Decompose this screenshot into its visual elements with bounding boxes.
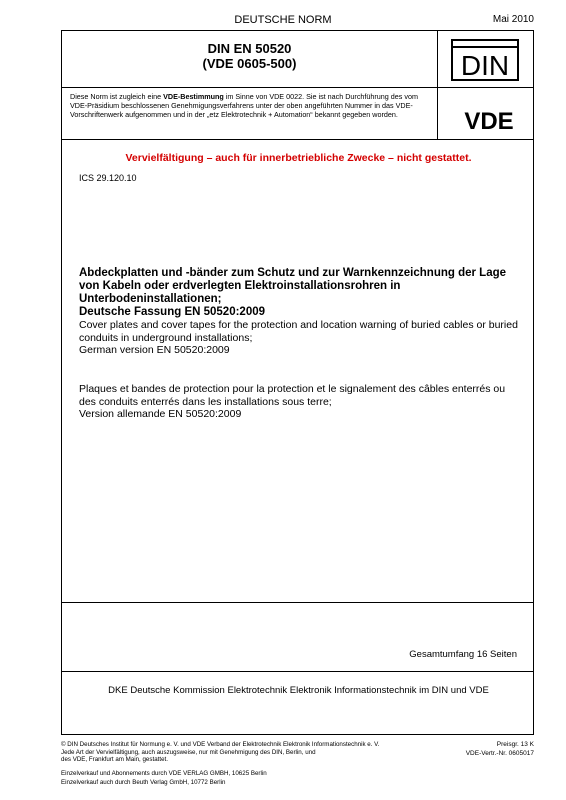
standard-number-line2: (VDE 0605-500) (202, 56, 297, 71)
divider-logo-column (437, 31, 438, 139)
vde-logo-text: VDE (464, 108, 514, 132)
copyright-line: © DIN Deutsches Institut für Normung e. V. und VDE Verband der Elektrotechnik Elektronik Informationstechnik e. V. (61, 741, 380, 748)
sales-info (61, 770, 267, 787)
ics-code: ICS 29.120.10 (79, 173, 137, 183)
notice-text-2: im Sinne von VDE 0022. Sie ist nach Durchführung des vom VDE-Präsidium beschlossenen Genehmigungsverfahrens unter der oben angeführten Nummer in das VDE-Vorschriftenwerk aufgenommen und in der „etz Elektrotechnik + Automation“ bekannt gegeben worden. (70, 92, 418, 119)
divider-dke (62, 671, 533, 672)
title-de-line: Unterbodeninstallationen; (79, 293, 222, 305)
title-de-line: Deutsche Fassung EN 50520:2009 (79, 306, 266, 318)
title-fr-line: Version allemande EN 50520:2009 (79, 408, 242, 420)
dke-commission: DKE Deutsche Kommission Elektrotechnik Elektronik Informationstechnik im DIN und VDE (108, 685, 489, 696)
vde-logo (453, 108, 525, 132)
divider-top (62, 87, 533, 88)
title-en-line: German version EN 50520:2009 (79, 344, 230, 356)
document-type-header: DEUTSCHE NORM (234, 14, 332, 26)
standard-number-line1: DIN EN 50520 (207, 41, 292, 56)
din-logo-text: DIN (460, 50, 510, 81)
divider-pages (62, 602, 533, 603)
price-group: Preisgr. 13 K (496, 741, 534, 748)
notice-text-1: Diese Norm ist zugleich eine (70, 92, 164, 101)
divider-notice (62, 139, 533, 140)
copyright-line: des VDE, Frankfurt am Main, gestattet. (61, 756, 168, 763)
title-de-line: Abdeckplatten und -bänder zum Schutz und zur Warnkennzeichnung der Lage (79, 267, 507, 279)
title-english (79, 319, 529, 357)
sales-line: Einzelverkauf auch durch Beuth Verlag GmbH, 10772 Berlin (61, 778, 226, 786)
sales-line: Einzelverkauf und Abonnements durch VDE VERLAG GMBH, 10625 Berlin (61, 770, 267, 777)
publication-date: Mai 2010 (492, 14, 534, 25)
title-en-line: conduits in underground installations; (79, 331, 253, 344)
copy-warning: Vervielfältigung – auch für innerbetriebliche Zwecke – nicht gestattet. (125, 152, 472, 164)
vde-notice (70, 92, 430, 119)
order-number: VDE-Vertr.-Nr. 0605017 (465, 749, 534, 757)
title-german (79, 267, 529, 319)
total-pages: Gesamtumfang 16 Seiten (409, 649, 517, 660)
title-french (79, 383, 529, 421)
standard-number (62, 41, 437, 71)
copyright-notice (61, 741, 421, 764)
cover-frame (61, 30, 534, 735)
notice-bold: VDE-Bestimmung (163, 92, 224, 101)
title-fr-line: des conduits enterrés dans les installations sous terre; (79, 395, 332, 408)
title-fr-line: Plaques et bandes de protection pour la protection et le signalement des câbles enterrés ou (79, 383, 506, 395)
copyright-line: Jede Art der Vervielfältigung, auch auszugsweise, nur mit Genehmigung des DIN, Berlin, und (61, 748, 316, 756)
title-de-line: von Kabeln oder erdverlegten Elektroinstallationsrohren in (79, 280, 401, 292)
title-en-line: Cover plates and cover tapes for the protection and location warning of buried cables or buried (79, 319, 518, 331)
price-info (466, 741, 534, 758)
din-logo (450, 38, 520, 82)
